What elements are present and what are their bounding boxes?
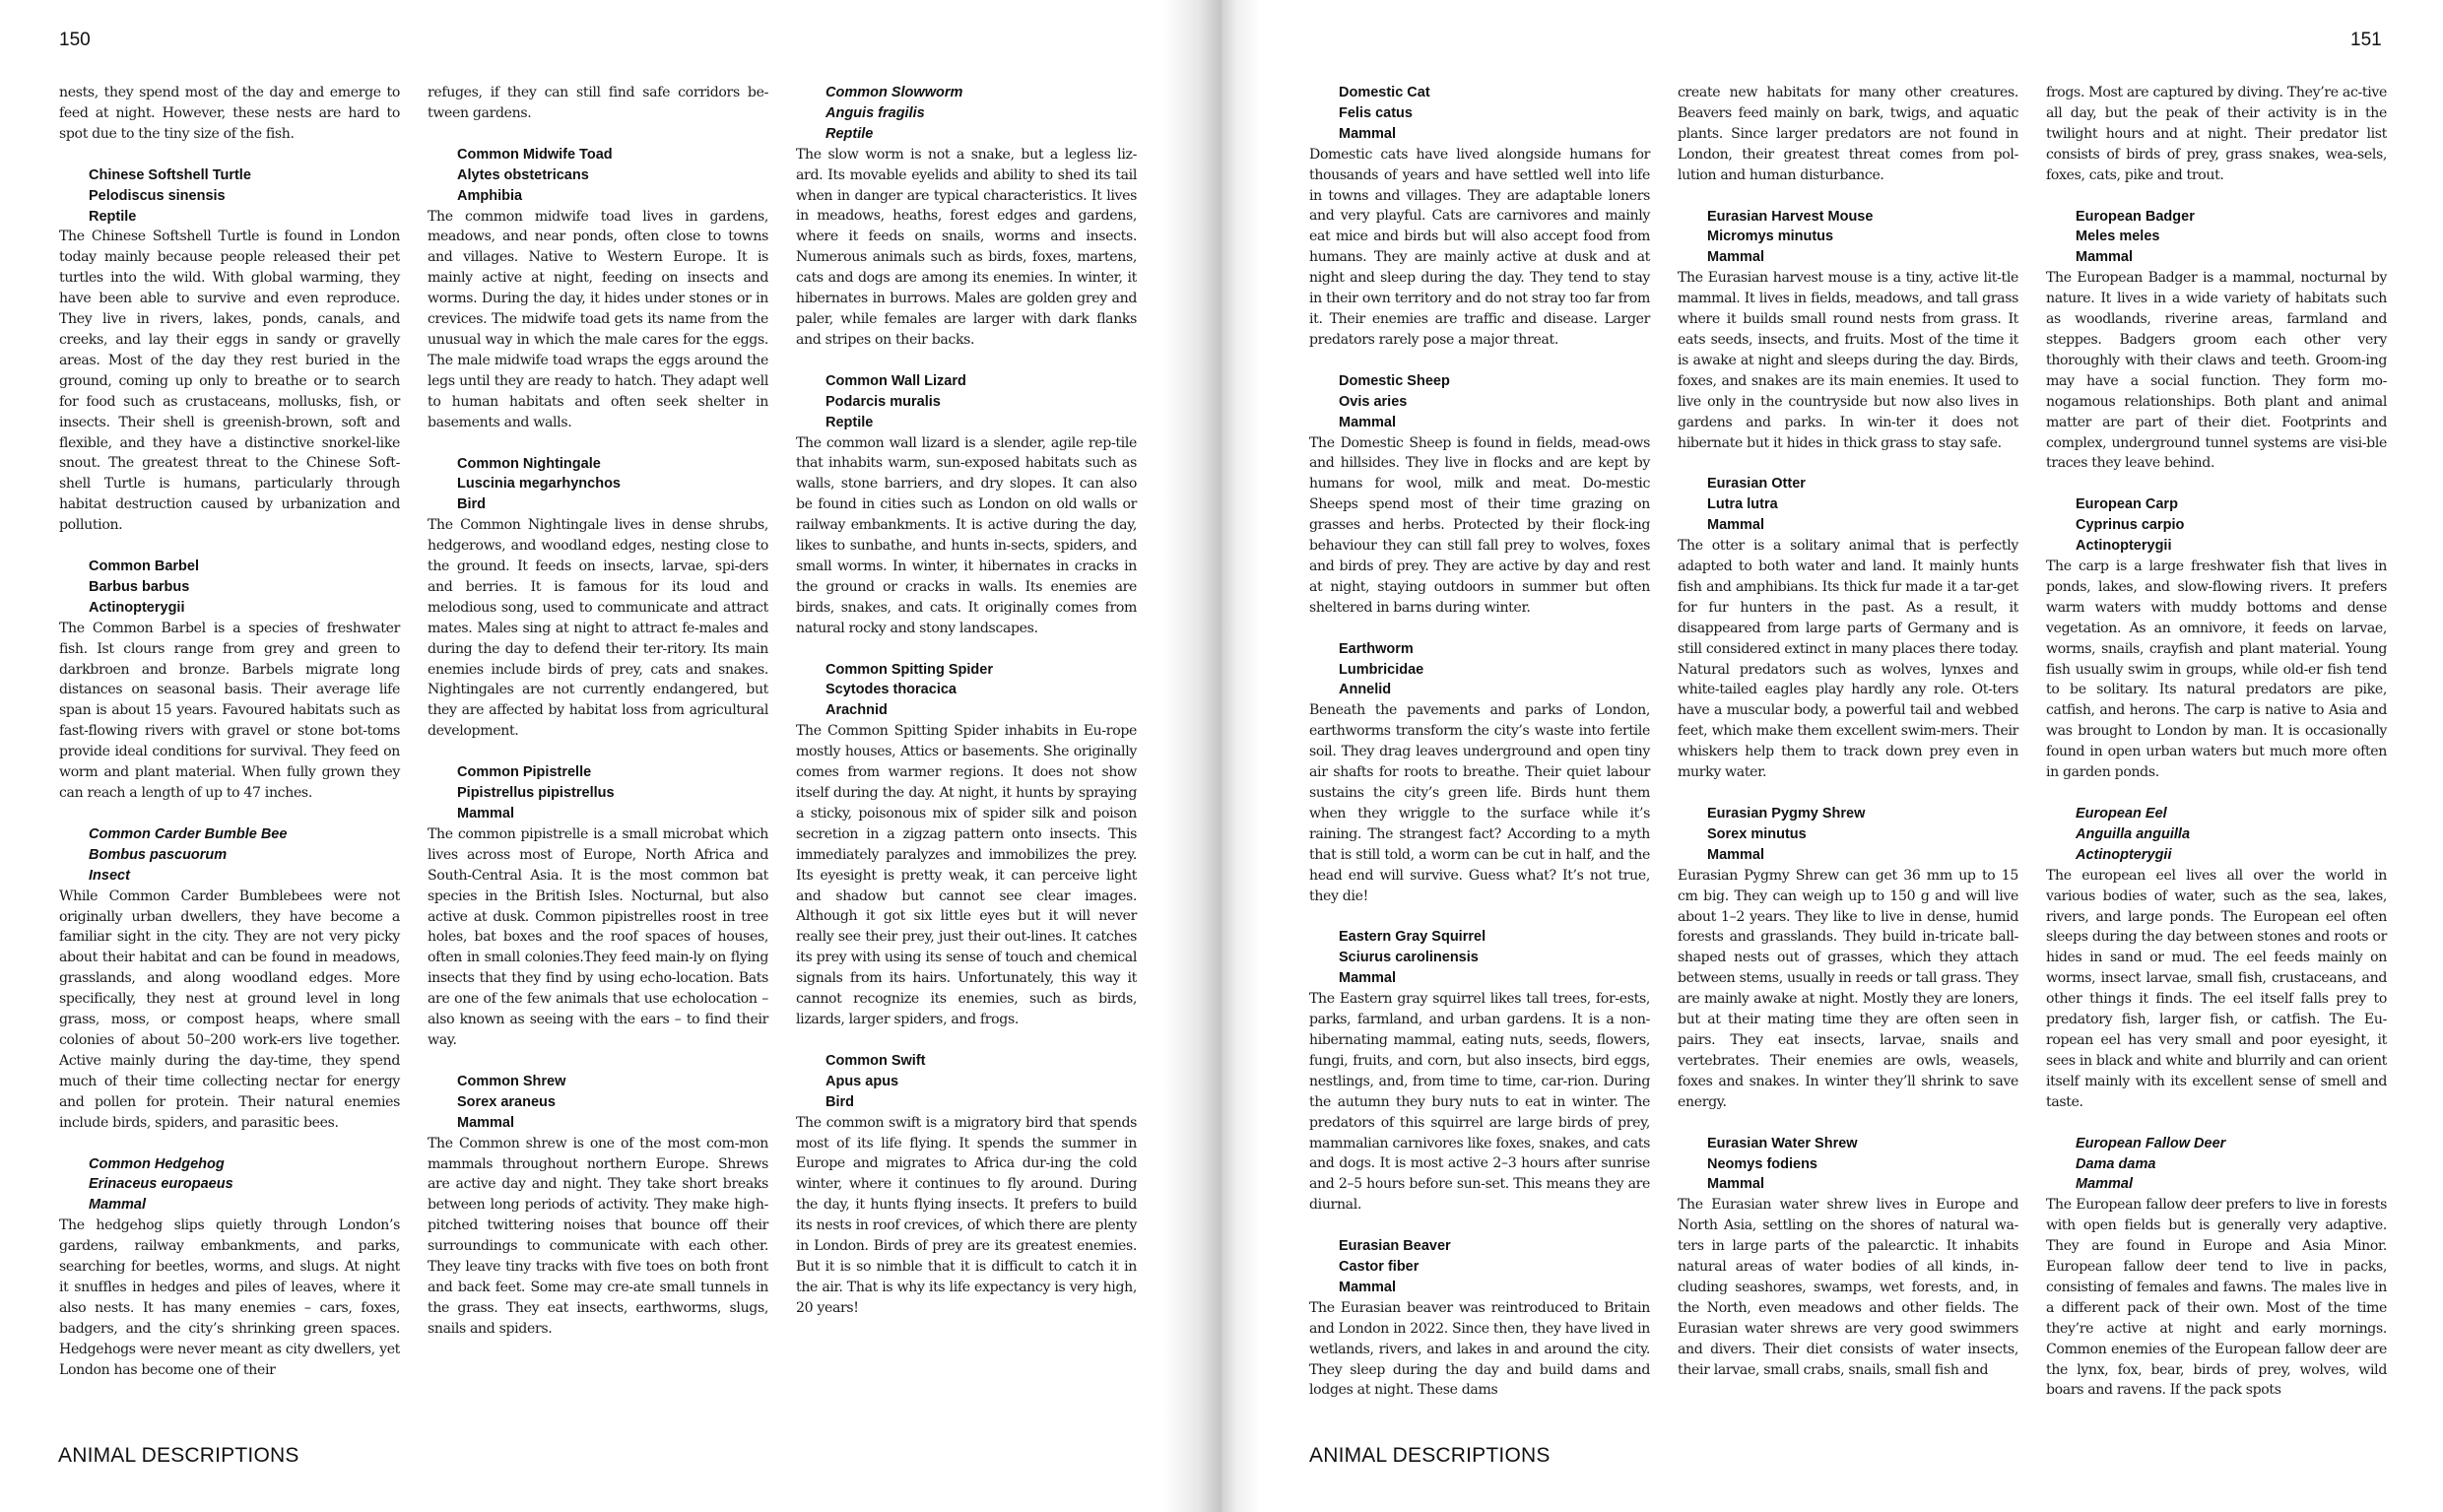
entry-description: The common pipistrelle is a small microbat which lives across most of Europe, North Africa and South-Central Asia. It is the most common bat species in the British Isles. Nocturnal, but also active at dusk. Common pipistrelles roost in tree holes, bat boxes and the roof spaces of houses, often in small colonies.They feed main-ly on flying insects that they find by using echo-location. Bats are one of the few animals that use echolocation – also known as seeing with the ears – to find their way. bbox=[428, 825, 768, 1048]
animal-class: Actinopterygii bbox=[2076, 846, 2172, 863]
animal-class: Mammal bbox=[1707, 1176, 1765, 1193]
entry-heading bbox=[796, 371, 1137, 433]
common-name: Eurasian Harvest Mouse bbox=[1707, 208, 1874, 225]
animal-class: Mammal bbox=[2076, 249, 2134, 266]
animal-entry bbox=[59, 557, 400, 804]
page-number: 150 bbox=[59, 30, 91, 50]
latin-name: Bombus pascuorum bbox=[89, 846, 228, 863]
animal-entry bbox=[59, 824, 400, 1134]
entry-heading bbox=[428, 145, 768, 207]
animal-entry bbox=[1309, 639, 1650, 907]
entry-heading bbox=[1678, 804, 2018, 866]
column bbox=[1309, 83, 1650, 1401]
animal-class: Actinopterygii bbox=[2076, 538, 2172, 555]
latin-name: Micromys minutus bbox=[1707, 229, 1834, 245]
latin-name: Pelodiscus sinensis bbox=[89, 187, 226, 204]
entry-heading bbox=[59, 165, 400, 228]
common-name: Common Pipistrelle bbox=[457, 764, 592, 781]
entry-heading bbox=[1309, 371, 1650, 433]
common-name: Chinese Softshell Turtle bbox=[89, 166, 251, 183]
animal-class: Mammal bbox=[1707, 517, 1765, 534]
animal-entry bbox=[2046, 1134, 2387, 1402]
latin-name: Sorex minutus bbox=[1707, 825, 1807, 842]
animal-entry bbox=[796, 371, 1137, 639]
animal-class: Bird bbox=[457, 496, 486, 513]
entry-heading bbox=[2046, 804, 2387, 866]
entry-heading bbox=[428, 762, 768, 824]
entry-description: The Common Nightingale lives in dense shrubs, hedgerows, and woodland edges, nesting close to the ground. It feeds on insects, larvae, spi-ders and berries. It is famous for its loud and melodious song, used to communicate and attract mates. Males sing at night to attract fe-males and during the day to defend their ter-ritory. Its main enemies include birds of prey, cats and snakes. Nightingales are not currently endangered, but they are affected by habitat loss from agricultural development. bbox=[428, 517, 768, 740]
common-name: Eurasian Beaver bbox=[1339, 1238, 1451, 1255]
animal-entry bbox=[428, 1072, 768, 1340]
latin-name: Dama dama bbox=[2076, 1155, 2156, 1172]
animal-class: Mammal bbox=[1707, 249, 1765, 266]
latin-name: Barbus barbus bbox=[89, 578, 190, 595]
entry-description: The Eurasian beaver was reintroduced to Britain and London in 2022. Since then, they have lived in wetlands, rivers, and lakes in and around the city. They sleep during the day and build dams and lodges at night. These dams bbox=[1309, 1299, 1650, 1399]
animal-entry bbox=[1309, 371, 1650, 619]
latin-name: Ovis aries bbox=[1339, 393, 1408, 410]
column bbox=[796, 83, 1137, 1319]
animal-class: Mammal bbox=[89, 1197, 147, 1214]
entry-description: The Chinese Softshell Turtle is found in London today mainly because people released their pet turtles into the wild. With global warming, they have been able to survive and even reproduce. They live in rivers, lakes, ponds, canals, and creeks, and lay their eggs in sandy or gravelly areas. Most of the day they rest buried in the ground, coming up only to breathe or to search for food such as crustaceans, mollusks, fish, or insects. Their shell is greenish-brown, soft and flexible, and they have a distinctive snorkel-like snout. The greatest threat to the Chinese Soft-shell Turtle is humans, particularly through habitat destruction caused by urbanization and pollution. bbox=[59, 229, 400, 534]
entry-description: The Common Barbel is a species of freshwater fish. Ist clours range from grey and green to darkbroen and bronze. Barbels migrate long distances on seasonal basis. Their average life span is about 15 years. Favoured habitats such as fast-flowing rivers with gravel or stone bot-toms provide ideal conditions for survival. They feed on worm and plant material. When fully grown they can reach a length of up to 47 inches. bbox=[59, 620, 400, 801]
common-name: Common Hedgehog bbox=[89, 1155, 225, 1172]
animal-class: Actinopterygii bbox=[89, 599, 185, 616]
entry-heading bbox=[1678, 1134, 2018, 1196]
animal-entry bbox=[1678, 474, 2018, 783]
latin-name: Sorex araneus bbox=[457, 1093, 556, 1110]
common-name: Common Swift bbox=[825, 1052, 926, 1069]
column bbox=[428, 83, 768, 1340]
column bbox=[59, 83, 400, 1380]
entry-heading bbox=[796, 660, 1137, 722]
common-name: Earthworm bbox=[1339, 640, 1414, 657]
animal-entry bbox=[1309, 1236, 1650, 1401]
common-name: Common Spitting Spider bbox=[825, 661, 993, 678]
latin-name: Cyprinus carpio bbox=[2076, 517, 2185, 534]
entry-description: The Common Spitting Spider inhabits in Eu-rope mostly houses, Attics or basements. She originally comes from warmer regions. It does not show itself during the day. At night, it hunts by spraying a sticky, poisonous mix of spider silk and poison secretion in a zigzag pattern onto insects. This immediately paralyzes and immobilizes the prey. Its eyesight is pretty weak, it can perceive light and shadow but cannot see clear images. Although it got six little eyes but it will never really see their prey, just their out-lines. It catches its prey with using its sense of touch and chemical signals from its hairs. Unfortunately, this way it cannot recognize its enemies, such as birds, lizards, larger spiders, and frogs. bbox=[796, 723, 1137, 1027]
running-footer: ANIMAL DESCRIPTIONS bbox=[1309, 1444, 1551, 1467]
entry-heading bbox=[1678, 207, 2018, 269]
animal-class: Annelid bbox=[1339, 682, 1392, 698]
latin-name: Felis catus bbox=[1339, 104, 1413, 121]
entry-heading bbox=[59, 824, 400, 887]
animal-entry bbox=[428, 762, 768, 1051]
animal-class: Reptile bbox=[825, 414, 874, 430]
entry-description: The Common shrew is one of the most com-mon mammals throughout northern Europe. Shrews are active day and night. They take short breaks between long periods of activity. They make high-pitched twittering noises that bounce off their surroundings to communicate with each other. They leave tiny tracks with five toes on both front and back feet. Some may cre-ate small tunnels in the grass. They eat insects, earthworms, slugs, snails and spiders. bbox=[428, 1135, 768, 1337]
animal-class: Mammal bbox=[1707, 846, 1765, 863]
entry-description: The European fallow deer prefers to live in forests with open fields but is generally very adaptive. They are found in Europe and Asia Minor. European fallow deer tend to live in packs, consisting of females and fawns. The males live in a different pack of their own. Most of the time they’re active at night and early mornings. Common enemies of the European fallow deer are the lynx, fox, bear, birds of prey, wolves, wild boars and ravens. If the pack spots bbox=[2046, 1197, 2387, 1399]
latin-name: Lutra lutra bbox=[1707, 496, 1778, 513]
animal-entry bbox=[59, 1154, 400, 1381]
animal-entry bbox=[1678, 804, 2018, 1113]
animal-entry bbox=[796, 1051, 1137, 1319]
entry-description: The carp is a large freshwater fish that lives in ponds, lakes, and slow-flowing rivers. It prefers warm waters with muddy bottoms and dense vegetation. As an omnivore, it feeds on larvae, worms, snails, crayfish and plant material. Young fish usually swim in groups, while old-er fish tend to be solitary. Its natural predators are pike, catfish, and herons. The carp is native to Asia and was brought to London by man. It is occasionally found in open urban waters but much more often in garden ponds. bbox=[2046, 559, 2387, 781]
page-number: 151 bbox=[2350, 30, 2382, 50]
latin-name: Podarcis muralis bbox=[825, 393, 941, 410]
common-name: Common Carder Bumble Bee bbox=[89, 825, 288, 842]
latin-name: Lumbricidae bbox=[1339, 661, 1424, 678]
animal-class: Mammal bbox=[2076, 1176, 2134, 1193]
entry-heading bbox=[1678, 474, 2018, 536]
animal-class: Mammal bbox=[1339, 970, 1397, 987]
running-footer: ANIMAL DESCRIPTIONS bbox=[58, 1444, 299, 1467]
entry-description: The common swift is a migratory bird that spends most of its life flying. It spends the summer in Europe and migrates to Africa dur-ing the cold winter, where it continues to fly around. During the day, it hunts flying insects. It prefers to build its nests in roof crevices, of which there are plenty in London. Birds of prey are its greatest enemies. But it is so nimble that it is difficult to catch it in the air. That is why its life expectancy is very high, 20 years! bbox=[796, 1114, 1137, 1316]
latin-name: Luscinia megarhynchos bbox=[457, 476, 621, 493]
latin-name: Alytes obstetricans bbox=[457, 166, 589, 183]
common-name: European Fallow Deer bbox=[2076, 1135, 2226, 1151]
animal-entry bbox=[796, 83, 1137, 351]
latin-name: Erinaceus europaeus bbox=[89, 1176, 233, 1193]
common-name: European Carp bbox=[2076, 496, 2178, 513]
common-name: Common Midwife Toad bbox=[457, 146, 613, 163]
common-name: Common Nightingale bbox=[457, 455, 601, 472]
entry-description: The otter is a solitary animal that is perfectly adapted to both water and land. It mainly hunts fish and amphibians. Its thick fur made it a tar-get for fur hunters in the past. As a result, it disappeared from large parts of Germany and is still considered extinct in many places there today. Natural predators such as wolves, lynxes and white-tailed eagles play hardly any role. Ot-ters have a muscular body, a powerful tail and webbed feet, which make them excellent swim-mers. Their whiskers help them to track down prey even in murky water. bbox=[1678, 538, 2018, 781]
latin-name: Neomys fodiens bbox=[1707, 1155, 1817, 1172]
continued-paragraph: refuges, if they can still find safe corridors be-tween gardens. bbox=[428, 85, 768, 121]
entry-description: The Eurasian harvest mouse is a tiny, active lit-tle mammal. It lives in fields, meadows, and tall grass where it builds small round nests from grass. It eats seeds, insects, and fruits. Most of the time it is awake at night and sleeps during the day. Birds, foxes, and snakes are its main enemies. It used to live only in the countryside but now also lives in gardens and parks. In win-ter it does not hibernate but it hides in thick grass to stay safe. bbox=[1678, 270, 2018, 451]
continued-paragraph: nests, they spend most of the day and emerge to feed at night. However, these nests are hard to spot due to the tiny size of the fish. bbox=[59, 85, 400, 142]
animal-entry bbox=[1309, 83, 1650, 351]
entry-description: The european eel lives all over the world in various bodies of water, such as the sea, lakes, rivers, and large ponds. The European eel often sleeps during the day between stones and roots or hides in sand or mud. The eel feeds mainly on worms, insect larvae, small fish, crustaceans, and other things it finds. The eel itself falls prey to predatory fish, larger fish, or catfish. The Eu-ropean eel has very small and poor eyesight, it sees in black and white and blurrily and can orient itself mainly with its excellent sense of smell and taste. bbox=[2046, 867, 2387, 1110]
animal-class: Insect bbox=[89, 867, 130, 884]
entry-description: The slow worm is not a snake, but a legless liz-ard. Its movable eyelids and ability to shed its tail when in danger are typical characteristics. It lives in meadows, heaths, forest edges and gardens, where it feeds on snails, worms and insects. Numerous animals such as birds, foxes, martens, cats and dogs are among its enemies. In winter, it hibernates in burrows. Males are golden grey and paler, while females are larger with dark flanks and stripes on their backs. bbox=[796, 146, 1137, 348]
animal-class: Arachnid bbox=[825, 702, 888, 719]
latin-name: Anguilla anguilla bbox=[2076, 825, 2191, 842]
spine-shadow bbox=[1222, 0, 1261, 1512]
animal-entry bbox=[796, 660, 1137, 1030]
entry-description: The hedgehog slips quietly through London’s gardens, railway embankments, and parks, searching for beetles, worms, and slugs. At night it snuffles in hedges and piles of leaves, where it also nests. It has many enemies – cars, foxes, badgers, and the city’s shrinking green spaces. Hedgehogs were never meant as city dwellers, yet London has become one of their bbox=[59, 1217, 400, 1378]
animal-class: Mammal bbox=[457, 1114, 515, 1131]
animal-class: Mammal bbox=[457, 806, 515, 822]
common-name: Common Barbel bbox=[89, 559, 199, 575]
common-name: European Eel bbox=[2076, 806, 2167, 822]
latin-name: Anguis fragilis bbox=[825, 104, 925, 121]
entry-description: While Common Carder Bumblebees were not originally urban dwellers, they have become a familiar sight in the city. They are not very picky about their habitat and can be found in meadows, grasslands, and along woodland edges. More specifically, they nest at ground level in long grass, moss, or compost heaps, where small colonies of about 50–200 work-ers live together. Active mainly during the day-time, they spend much of their time collecting nectar for energy and pollen for protein. Their natural enemies include birds, spiders, and parasitic bees. bbox=[59, 887, 400, 1131]
entry-description: The Domestic Sheep is found in fields, mead-ows and hillsides. They live in flocks and are kept by humans for wool, milk and meat. Do-mestic Sheeps spend most of their time grazing on grasses and herbs. Protected by their flock-ing behaviour they can still fall prey to wolves, foxes and birds of prey. They are active by day and rest at night, staying outdoors in summer but often sheltered in barns during winter. bbox=[1309, 434, 1650, 616]
continued-paragraph: create new habitats for many other creatures. Beavers feed mainly on bark, twigs, and aquatic plants. Since larger predators are not found in London, their greatest threat comes from pol-lution and human disturbance. bbox=[1678, 85, 2018, 183]
entry-description: Beneath the pavements and parks of London, earthworms transform the city’s waste into fertile soil. They drag leaves underground and open tiny air shafts for roots to breathe. Their quiet labour sustains the city’s green life. Birds hunt them when they wriggle to the surface while it’s raining. The strangest fact? According to a myth that is still told, a worm can be cut in half, and the head end will survive. Guess what? It’s not true, they die! bbox=[1309, 702, 1650, 904]
entry-description: The Eurasian water shrew lives in Europe and North Asia, settling on the shores of natural wa-ters in large parts of the palearctic. It inhabits natural areas of water bodies of all kinds, in-cluding seashores, swamps, wet forests, and, in the North, even meadows and other fields. The Eurasian water shrews are very good swimmers and divers. Their diet consists of water insects, their larvae, small crabs, snails, small fish and bbox=[1678, 1197, 2018, 1378]
animal-class: Bird bbox=[825, 1093, 854, 1110]
latin-name: Apus apus bbox=[825, 1073, 899, 1089]
animal-class: Reptile bbox=[89, 208, 137, 225]
common-name: Common Shrew bbox=[457, 1073, 566, 1089]
common-name: Eurasian Pygmy Shrew bbox=[1707, 806, 1866, 822]
animal-class: Reptile bbox=[825, 125, 874, 142]
common-name: European Badger bbox=[2076, 208, 2195, 225]
entry-heading bbox=[1309, 927, 1650, 989]
animal-entry bbox=[1678, 1134, 2018, 1381]
entry-heading bbox=[428, 1072, 768, 1134]
entry-description: The common midwife toad lives in gardens, meadows, and near ponds, often close to towns and villages. Native to Western Europe. It is mainly active at night, feeding on insects and worms. During the day, it hides under stones or in crevices. The midwife toad gets its name from the unusual way in which the male cares for the eggs. The male midwife toad wraps the eggs around the legs until they are ready to hatch. They adapt well to human habitats and often seek shelter in basements and walls. bbox=[428, 208, 768, 430]
column bbox=[2046, 83, 2387, 1401]
entry-heading bbox=[59, 557, 400, 619]
animal-entry bbox=[428, 145, 768, 433]
common-name: Domestic Sheep bbox=[1339, 372, 1450, 389]
entry-heading bbox=[1309, 83, 1650, 145]
animal-class: Amphibia bbox=[457, 187, 523, 204]
common-name: Eurasian Water Shrew bbox=[1707, 1135, 1858, 1151]
animal-class: Mammal bbox=[1339, 125, 1397, 142]
entry-heading bbox=[1309, 639, 1650, 701]
common-name: Common Wall Lizard bbox=[825, 372, 966, 389]
animal-entry bbox=[1309, 927, 1650, 1216]
animal-entry bbox=[2046, 207, 2387, 475]
entry-heading bbox=[428, 454, 768, 516]
entry-description: The European Badger is a mammal, nocturnal by nature. It lives in a wide variety of habitats such as woodlands, riverine areas, farmland and steppes. Badgers groom each other very thoroughly with their claws and teeth. Groom-ing may have a social function. They form mo-nogamous relationships. Both plant and animal matter are part of their diet. Footprints and complex, underground tunnel systems are visi-ble traces they leave behind. bbox=[2046, 270, 2387, 472]
column bbox=[1678, 83, 2018, 1380]
entry-description: Domestic cats have lived alongside humans for thousands of years and have settled well into life in towns and villages. They are adaptable loners and very playful. Cats are carnivores and mainly eat mice and birds but will also accept food from humans. They are mainly active at dusk and at night and sleep during the day. They tend to stay in their own territory and do not stray too far from it. Their enemies are traffic and disease. Larger predators rarely pose a major threat. bbox=[1309, 146, 1650, 348]
latin-name: Pipistrellus pipistrellus bbox=[457, 785, 615, 802]
common-name: Eastern Gray Squirrel bbox=[1339, 929, 1486, 946]
common-name: Domestic Cat bbox=[1339, 85, 1430, 100]
entry-heading bbox=[59, 1154, 400, 1216]
entry-heading bbox=[2046, 207, 2387, 269]
continued-paragraph: frogs. Most are captured by diving. They’re ac-tive all day, but the peak of their activity is in the twilight hours and at night. Their predator list consists of birds of prey, grass snakes, wea-sels, foxes, cats, pike and trout. bbox=[2046, 85, 2387, 183]
entry-description: The common wall lizard is a slender, agile rep-tile that inhabits warm, sun-exposed habitats such as walls, stone barriers, and dry slopes. It can also be found in cities such as London on old walls or railway embankments. It is active during the day, likes to sunbathe, and hunts in-sects, spiders, and small worms. In winter, it hibernates in cracks in the ground or cracks in walls. Its enemies are birds, snakes, and cats. It originally comes from natural rocky and stony landscapes. bbox=[796, 434, 1137, 636]
animal-entry bbox=[2046, 804, 2387, 1113]
latin-name: Meles meles bbox=[2076, 229, 2160, 245]
common-name: Eurasian Otter bbox=[1707, 476, 1806, 493]
latin-name: Scytodes thoracica bbox=[825, 682, 957, 698]
common-name: Common Slowworm bbox=[825, 85, 963, 100]
entry-heading bbox=[796, 1051, 1137, 1113]
entry-heading bbox=[2046, 494, 2387, 557]
entry-heading bbox=[2046, 1134, 2387, 1196]
animal-entry bbox=[1678, 207, 2018, 454]
animal-entry bbox=[2046, 494, 2387, 783]
entry-description: The Eastern gray squirrel likes tall trees, for-ests, parks, farmland, and urban gardens. It is a non-hibernating mammal, eating nuts, seeds, flowers, fungi, fruits, and corn, but also insects, bird eggs, nestlings, and, from time to time, car-rion. During the autumn they bury nuts to eat in winter. The predators of this squirrel are large birds of prey, mammalian carnivores like foxes, snakes, and cats and dogs. It is most active 2–3 hours after sunrise and 2–5 hours before sun-set. This means they are diurnal. bbox=[1309, 991, 1650, 1214]
animal-entry bbox=[428, 454, 768, 743]
animal-class: Mammal bbox=[1339, 414, 1397, 430]
animal-class: Mammal bbox=[1339, 1279, 1397, 1295]
latin-name: Sciurus carolinensis bbox=[1339, 950, 1479, 966]
latin-name: Castor fiber bbox=[1339, 1259, 1420, 1276]
animal-entry bbox=[59, 165, 400, 536]
entry-heading bbox=[1309, 1236, 1650, 1298]
entry-heading bbox=[796, 83, 1137, 145]
entry-description: Eurasian Pygmy Shrew can get 36 mm up to 15 cm big. They can weigh up to 150 g and will live about 1–2 years. They like to live in dense, humid forests and grasslands. They build in-tricate ball-shaped nests out of grasses, which they attach between stems, usually in reeds or tall grass. They are mainly awake at night. Mostly they are loners, but at their mating time they are often seen in pairs. They eat insects, larvae, snails and vertebrates. Their enemies are owls, weasels, foxes and snakes. In winter they’ll shrink to save energy. bbox=[1678, 867, 2018, 1110]
spine-shadow bbox=[1162, 0, 1222, 1512]
